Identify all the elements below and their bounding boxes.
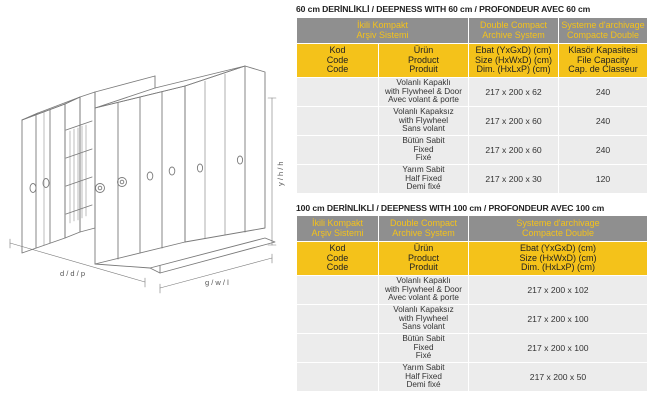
width-dimension-label: g / w / l	[205, 278, 229, 287]
size-cell: 217 x 200 x 50	[469, 363, 648, 392]
table-row	[297, 78, 648, 107]
size-cell: 217 x 200 x 102	[469, 276, 648, 305]
column-header-product: Ürün Product Produit	[379, 242, 469, 276]
product-cell: Yarım Sabit Half Fixed Demi fixé	[379, 165, 469, 194]
capacity-cell: 240	[559, 107, 648, 136]
size-cell: 217 x 200 x 100	[469, 334, 648, 363]
product-cell: Bütün Sabit Fixed Fixé	[379, 334, 469, 363]
column-header-size: Ebat (YxGxD) (cm) Size (HxWxD) (cm) Dim. (HxLxP) (cm)	[469, 44, 559, 78]
code-cell	[297, 363, 379, 392]
capacity-cell: 240	[559, 136, 648, 165]
product-cell: Volanlı Kapaksız with Flywheel Sans volant	[379, 107, 469, 136]
table-row	[297, 363, 648, 392]
code-cell	[297, 165, 379, 194]
product-cell: Yarım Sabit Half Fixed Demi fixé	[379, 363, 469, 392]
code-cell	[297, 107, 379, 136]
code-cell	[297, 136, 379, 165]
code-cell	[297, 334, 379, 363]
height-dimension-label: y / h / h	[276, 161, 285, 186]
size-cell: 217 x 200 x 30	[469, 165, 559, 194]
product-cell: Volanlı Kapaksız with Flywheel Sans volant	[379, 305, 469, 334]
column-header-product: Ürün Product Produit	[379, 44, 469, 78]
code-cell	[297, 305, 379, 334]
product-cell: Volanlı Kapaklı with Flywheel & Door Avec volant & porte	[379, 78, 469, 107]
capacity-cell: 120	[559, 165, 648, 194]
left-unit-front	[22, 104, 65, 253]
right-unit-top	[95, 66, 245, 108]
spec-table-60cm	[296, 17, 648, 194]
header-cell-french: Systeme d'archivage Compacte Double	[559, 18, 648, 44]
depth-dimension-label: d / d / p	[60, 269, 86, 278]
header-cell-french: Systeme d'archivage Compacte Double	[469, 216, 648, 242]
header-cell-english: Double Compact Archive System	[469, 18, 559, 44]
table-row	[297, 334, 648, 363]
column-header-size: Ebat (YxGxD) (cm) Size (HxWxD) (cm) Dim. (HxLxP) (cm)	[469, 242, 648, 276]
capacity-cell: 240	[559, 78, 648, 107]
section-title-100cm: 100 cm DERİNLİKLİ / DEEPNESS WITH 100 cm / PROFONDEUR AVEC 100 cm	[296, 203, 605, 213]
column-header-capacity: Klasör Kapasitesi File Capacity Cap. de Classeur	[559, 44, 648, 78]
header-cell-turkish: İkili Kompakt Arşiv Sistemi	[297, 18, 469, 44]
size-cell: 217 x 200 x 60	[469, 107, 559, 136]
header-cell-turkish: İkili Kompakt Arşiv Sistemi	[297, 216, 379, 242]
table-row	[297, 136, 648, 165]
spec-table-100cm	[296, 215, 648, 392]
archive-cabinet-illustration	[0, 0, 290, 400]
code-cell	[297, 78, 379, 107]
table-row	[297, 305, 648, 334]
size-cell: 217 x 200 x 62	[469, 78, 559, 107]
column-header-code: Kod Code Code	[297, 44, 379, 78]
product-cell: Volanlı Kapaklı with Flywheel & Door Avec volant & porte	[379, 276, 469, 305]
header-cell-english: Double Compact Archive System	[379, 216, 469, 242]
table-row	[297, 276, 648, 305]
product-cell: Bütün Sabit Fixed Fixé	[379, 136, 469, 165]
size-cell: 217 x 200 x 100	[469, 305, 648, 334]
column-header-code: Kod Code Code	[297, 242, 379, 276]
section-title-60cm: 60 cm DERİNLİKLİ / DEEPNESS WITH 60 cm / PROFONDEUR AVEC 60 cm	[296, 4, 591, 14]
floor-rail	[150, 238, 275, 273]
size-cell: 217 x 200 x 60	[469, 136, 559, 165]
table-row	[297, 165, 648, 194]
table-row	[297, 107, 648, 136]
code-cell	[297, 276, 379, 305]
